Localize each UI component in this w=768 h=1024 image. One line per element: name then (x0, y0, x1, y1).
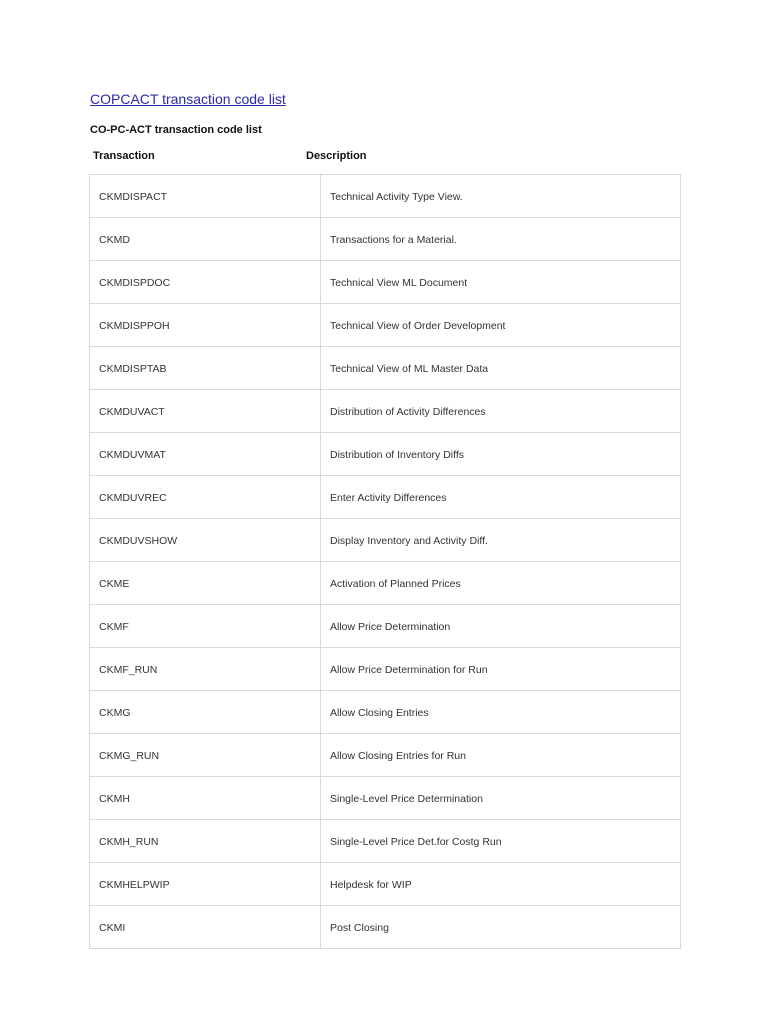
transaction-code-cell: CKMDUVREC (90, 476, 321, 519)
description-cell: Technical View ML Document (321, 261, 681, 304)
table-row (90, 218, 681, 261)
description-cell: Single-Level Price Det.for Costg Run (321, 820, 681, 863)
table-row (90, 175, 681, 218)
description-cell: Technical Activity Type View. (321, 175, 681, 218)
description-cell: Allow Closing Entries (321, 691, 681, 734)
table-row (90, 347, 681, 390)
transaction-code-cell: CKMI (90, 906, 321, 949)
transaction-code-cell: CKMDISPPOH (90, 304, 321, 347)
column-header-transaction: Transaction (93, 150, 155, 162)
description-cell: Activation of Planned Prices (321, 562, 681, 605)
description-cell: Transactions for a Material. (321, 218, 681, 261)
table-row (90, 476, 681, 519)
table-row (90, 648, 681, 691)
table-row (90, 433, 681, 476)
transaction-code-cell: CKMG_RUN (90, 734, 321, 777)
description-cell: Display Inventory and Activity Diff. (321, 519, 681, 562)
table-row (90, 390, 681, 433)
page-title-link[interactable]: COPCACT transaction code list (90, 91, 286, 107)
column-header-description: Description (306, 150, 367, 162)
table-row (90, 562, 681, 605)
description-cell: Allow Price Determination for Run (321, 648, 681, 691)
table-row (90, 820, 681, 863)
transaction-code-cell: CKME (90, 562, 321, 605)
description-cell: Helpdesk for WIP (321, 863, 681, 906)
table-row (90, 519, 681, 562)
transaction-code-cell: CKMDISPTAB (90, 347, 321, 390)
table-row (90, 863, 681, 906)
transaction-code-cell: CKMH_RUN (90, 820, 321, 863)
description-cell: Distribution of Inventory Diffs (321, 433, 681, 476)
description-cell: Allow Price Determination (321, 605, 681, 648)
description-cell: Technical View of Order Development (321, 304, 681, 347)
table-row (90, 906, 681, 949)
transaction-code-cell: CKMD (90, 218, 321, 261)
description-cell: Single-Level Price Determination (321, 777, 681, 820)
description-cell: Technical View of ML Master Data (321, 347, 681, 390)
transaction-code-cell: CKMF_RUN (90, 648, 321, 691)
transaction-code-cell: CKMH (90, 777, 321, 820)
table-row (90, 261, 681, 304)
transaction-code-cell: CKMDISPDOC (90, 261, 321, 304)
table-row (90, 304, 681, 347)
description-cell: Enter Activity Differences (321, 476, 681, 519)
table-body (90, 175, 681, 949)
table-row (90, 734, 681, 777)
transaction-code-cell: CKMG (90, 691, 321, 734)
transaction-code-cell: CKMDUVMAT (90, 433, 321, 476)
table-row (90, 605, 681, 648)
transaction-code-cell: CKMHELPWIP (90, 863, 321, 906)
description-cell: Distribution of Activity Differences (321, 390, 681, 433)
section-subtitle: CO-PC-ACT transaction code list (90, 124, 262, 136)
transaction-code-table (89, 174, 681, 949)
table-row (90, 691, 681, 734)
transaction-code-cell: CKMDUVACT (90, 390, 321, 433)
transaction-code-cell: CKMDUVSHOW (90, 519, 321, 562)
description-cell: Post Closing (321, 906, 681, 949)
transaction-code-cell: CKMF (90, 605, 321, 648)
description-cell: Allow Closing Entries for Run (321, 734, 681, 777)
table-row (90, 777, 681, 820)
transaction-code-cell: CKMDISPACT (90, 175, 321, 218)
